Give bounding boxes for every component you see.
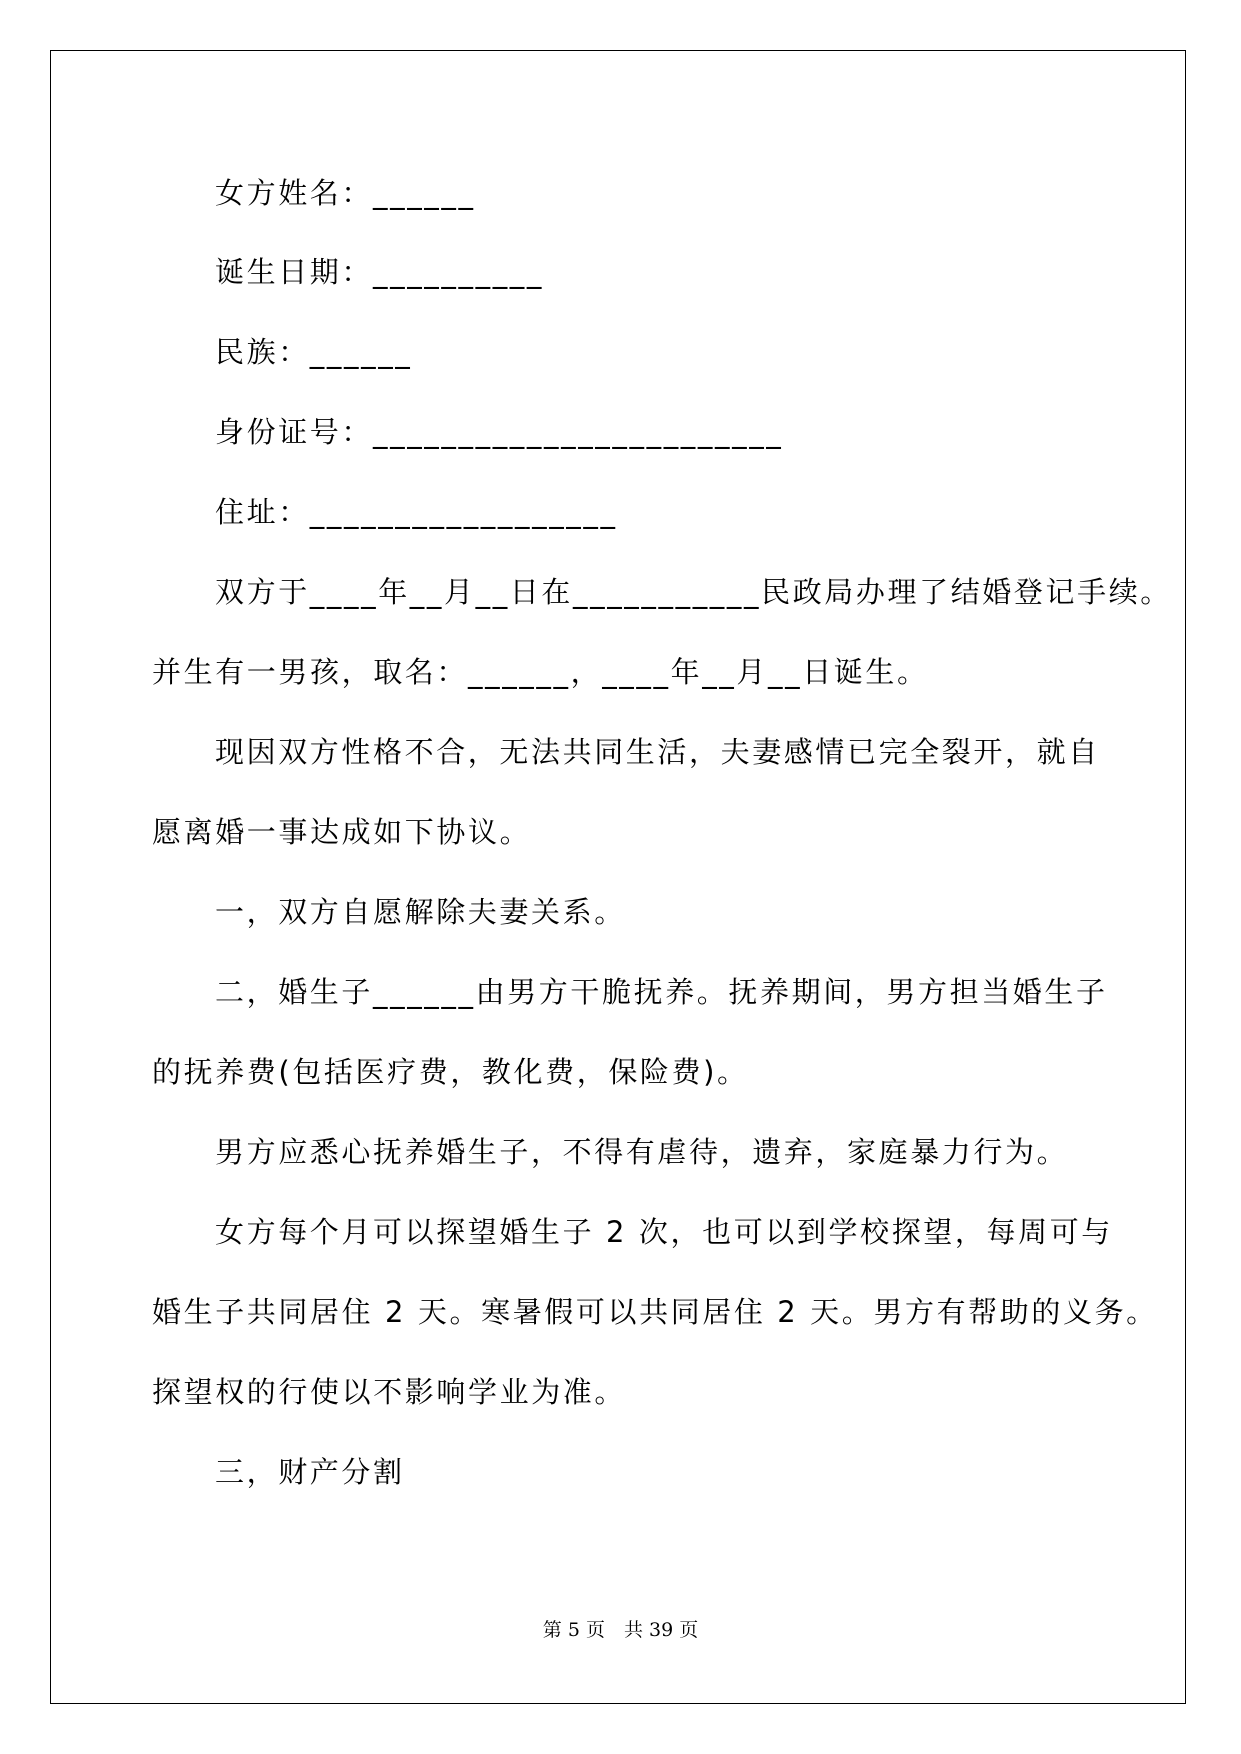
id-number-line: 身份证号：________________________: [215, 415, 784, 449]
page-number-footer: 第 5 页 共 39 页: [542, 1619, 699, 1641]
clause-2-line-1: 二，婚生子______由男方干脆抚养。抚养期间，男方担当婚生子: [215, 975, 1108, 1009]
birth-date-line: 诞生日期：__________: [215, 255, 545, 289]
clause-3-heading: 三，财产分割: [215, 1455, 405, 1489]
female-name-line: 女方姓名：______: [215, 176, 476, 210]
address-line: 住址：__________________: [215, 495, 618, 529]
ethnicity-line: 民族：______: [215, 335, 413, 369]
visitation-line-1: 女方每个月可以探望婚生子 2 次，也可以到学校探望，每周可与: [215, 1215, 1113, 1249]
reason-line-2: 愿离婚一事达成如下协议。: [152, 815, 532, 849]
reason-line-1: 现因双方性格不合，无法共同生活，夫妻感情已完全裂开，就自: [215, 735, 1100, 769]
care-obligation-line: 男方应悉心抚养婚生子，不得有虐待，遗弃，家庭暴力行为。: [215, 1135, 1069, 1169]
visitation-line-3: 探望权的行使以不影响学业为准。: [152, 1375, 627, 1409]
child-info-line: 并生有一男孩，取名：______，____年__月__日诞生。: [152, 655, 929, 689]
clause-2-line-2: 的抚养费(包括医疗费，教化费，保险费)。: [152, 1055, 749, 1089]
clause-1: 一，双方自愿解除夫妻关系。: [215, 895, 626, 929]
marriage-registration-line: 双方于____年__月__日在___________民政局办理了结婚登记手续。: [215, 575, 1172, 609]
visitation-line-2: 婚生子共同居住 2 天。寒暑假可以共同居住 2 天。男方有帮助的义务。: [152, 1295, 1158, 1329]
